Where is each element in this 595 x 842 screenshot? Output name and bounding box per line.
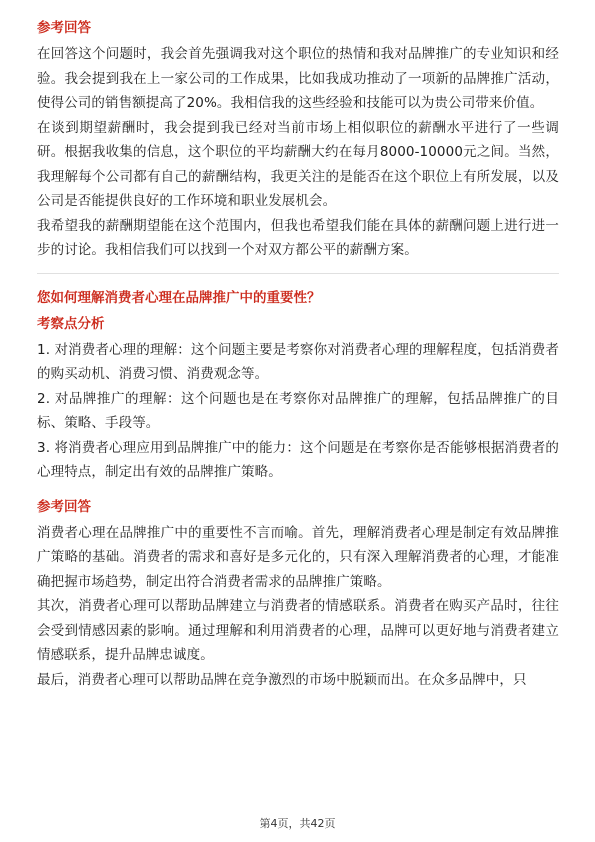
- answer-paragraph: 最后，消费者心理可以帮助品牌在竞争激烈的市场中脱颖而出。在众多品牌中，只: [37, 671, 527, 688]
- answer-label-2: 参考回答: [37, 498, 91, 515]
- answer-paragraph: 我希望我的薪酬期望能在这个范围内，但我也希望我们能在具体的薪酬问题上进行进一步的讨论。我相信我们可以找到一个对双方都公平的薪酬方案。: [37, 217, 559, 258]
- analysis-label: 考察点分析: [37, 315, 105, 332]
- answer-label-1: 参考回答: [37, 20, 91, 36]
- page-footer: 第4页，共42页: [259, 817, 336, 830]
- spacer: [37, 485, 559, 497]
- analysis-item: 2. 对品牌推广的理解：这个问题也是在考察你对品牌推广的理解，包括品牌推广的目标、策略、手段等。: [37, 390, 559, 431]
- document-page: [37, 18, 559, 692]
- question-heading: 您如何理解消费者心理在品牌推广中的重要性？: [37, 289, 321, 306]
- analysis-item: 3. 将消费者心理应用到品牌推广中的能力：这个问题是在考察你是否能够根据消费者的心理特点，制定出有效的品牌推广策略。: [37, 439, 559, 480]
- analysis-item: 1. 对消费者心理的理解：这个问题主要是考察你对消费者心理的理解程度，包括消费者的购买动机、消费习惯、消费观念等。: [37, 341, 559, 382]
- answer-paragraph: 在回答这个问题时，我会首先强调我对这个职位的热情和我对品牌推广的专业知识和经验。我会提到我在上一家公司的工作成果，比如我成功推动了一项新的品牌推广活动，使得公司的销售额提高了20%。我相信我的这些经验和技能可以为贵公司带来价值。: [37, 46, 559, 111]
- answer-paragraph: 其次，消费者心理可以帮助品牌建立与消费者的情感联系。消费者在购买产品时，往往会受到情感因素的影响。通过理解和利用消费者的心理，品牌可以更好地与消费者建立情感联系，提升品牌忠诚度。: [37, 598, 559, 663]
- answer-paragraph: 消费者心理在品牌推广中的重要性不言而喻。首先，理解消费者心理是制定有效品牌推广策略的基础。消费者的需求和喜好是多元化的，只有深入理解消费者的心理，才能准确把握市场趋势，制定出符合消费者需求的品牌推广策略。: [37, 524, 559, 590]
- section-divider: [37, 273, 559, 274]
- answer-paragraph: 在谈到期望薪酬时，我会提到我已经对当前市场上相似职位的薪酬水平进行了一些调研。根据我收集的信息，这个职位的平均薪酬大约在每月8000-10000元之间。当然，我理解每个公司都有自己的薪酬结构，我更关注的是能否在这个职位上有所发展，以及公司是否能提供良好的工作环境和职业发展机会。: [37, 119, 559, 209]
